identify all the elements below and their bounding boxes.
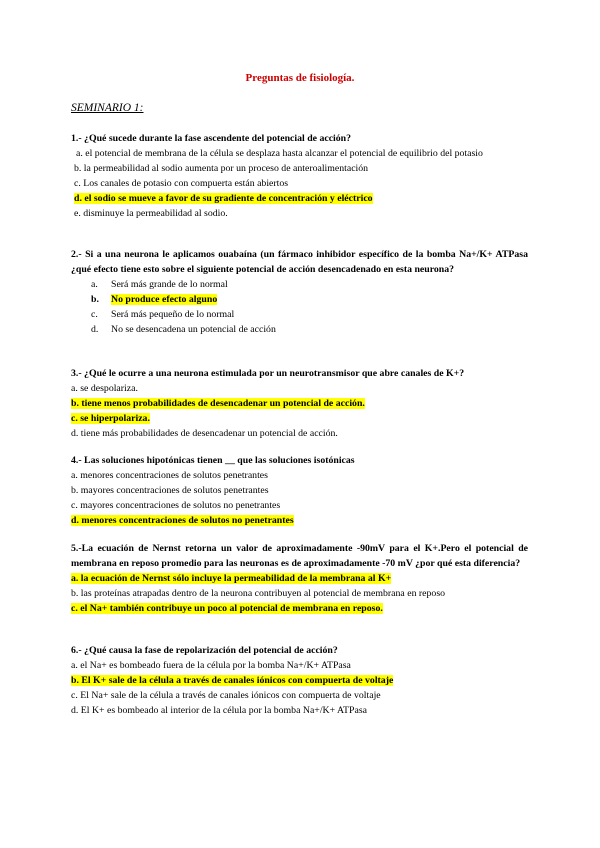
question-3-option-b: b. tiene menos probabilidades de desencadenar un potencial de acción.: [71, 398, 365, 409]
question-1-option-b: b. la permeabilidad al sodio aumenta por un proceso de anteroalimentación: [74, 163, 369, 174]
question-1-option-a: a. el potencial de membrana de la célula se desplaza hasta alcanzar el potencial de equilibrio del potasio: [76, 148, 483, 159]
question-1-option-e: e. disminuye la permeabilidad al sodio.: [74, 208, 228, 219]
question-5-option-a: a. la ecuación de Nernst sólo incluye la permeabilidad de la membrana al K+: [71, 573, 392, 584]
question-4-option-d: d. menores concentraciones de solutos no penetrantes: [71, 515, 294, 526]
question-3-option-c: c. se hiperpolariza.: [71, 413, 150, 424]
question-2-option-d: d. No se desencadena un potencial de acción: [91, 324, 276, 335]
question-5: [71, 541, 528, 616]
question-2-text: 2.- Si a una neurona le aplicamos ouabaína (un fármaco inhibidor específico de la bomba Na+/K+ ATPasa ¿qué efecto tiene esto sobre el siguiente potencial de acción desencadenado en esta neurona?: [71, 249, 528, 275]
question-2-options: [71, 277, 528, 337]
page-title: Preguntas de fisiología.: [245, 72, 355, 84]
question-5-option-c: c. el Na+ también contribuye un poco al potencial de membrana en reposo.: [71, 603, 383, 614]
question-4: [71, 453, 528, 528]
question-6-text: 6.- ¿Qué causa la fase de repolarización del potencial de acción?: [71, 645, 338, 656]
question-3-option-a: a. se despolariza.: [71, 383, 138, 394]
question-4-text: 4.- Las soluciones hipotónicas tienen __ que las soluciones isotónicas: [71, 455, 355, 466]
question-5-option-b: b. las proteínas atrapadas dentro de la neurona contribuyen al potencial de membrana en reposo: [71, 588, 446, 599]
question-6-option-d: d. El K+ es bombeado al interior de la célula por la bomba Na+/K+ ATPasa: [71, 705, 367, 716]
question-4-option-c: c. mayores concentraciones de solutos no penetrantes: [71, 500, 281, 511]
question-1-option-c: c. Los canales de potasio con compuerta están abiertos: [74, 178, 289, 189]
question-1-text: 1.- ¿Qué sucede durante la fase ascendente del potencial de acción?: [71, 133, 352, 144]
question-2-option-c: c. Será más pequeño de lo normal: [91, 309, 235, 320]
question-1: [71, 131, 528, 221]
question-2-option-a: a. Será más grande de lo normal: [91, 279, 228, 290]
question-3: [71, 366, 528, 441]
question-6-option-c: c. El Na+ sale de la célula a través de canales iónicos con compuerta de voltaje: [71, 690, 381, 701]
question-1-option-d: d. el sodio se mueve a favor de su gradiente de concentración y eléctrico: [74, 193, 373, 204]
question-3-option-d: d. tiene más probabilidades de desencadenar un potencial de acción.: [71, 428, 338, 439]
question-2-option-b: b. No produce efecto alguno: [91, 294, 218, 305]
seminar-heading: SEMINARIO 1:: [71, 102, 144, 114]
question-6-option-b: b. El K+ sale de la célula a través de canales iónicos con compuerta de voltaje: [71, 675, 394, 686]
question-6-option-a: a. el Na+ es bombeado fuera de la célula por la bomba Na+/K+ ATPasa: [71, 660, 351, 671]
question-2: [71, 247, 528, 337]
question-6: [71, 643, 528, 718]
question-4-option-b: b. mayores concentraciones de solutos penetrantes: [71, 485, 269, 496]
question-5-text: 5.-La ecuación de Nernst retorna un valor de aproximadamente -90mV para el K+.Pero el potencial de membrana en reposo promedio para las neuronas es de aproximadamente -70 mV ¿por qué esta diferencia?: [71, 543, 528, 569]
question-4-option-a: a. menores concentraciones de solutos penetrantes: [71, 470, 268, 481]
question-3-text: 3.- ¿Qué le ocurre a una neurona estimulada por un neurotransmisor que abre canales de K+?: [71, 368, 465, 379]
